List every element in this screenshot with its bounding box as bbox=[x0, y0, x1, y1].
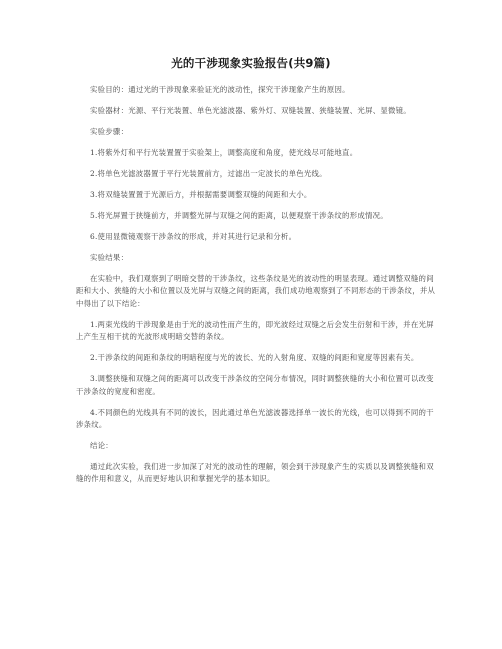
paragraph-equipment: 实验器材：光源、平行光装置、单色光滤波器、紫外灯、双缝装置、狭缝装置、光屏、显微镜。 bbox=[90, 106, 411, 115]
paragraph-conclusion: 通过此次实验，我们进一步加深了对光的波动性的理解，领会到干涉现象产生的实质以及调整狭缝和双缝的作用和意义，从而更好地认识和掌握光学的基本知识。 bbox=[76, 462, 434, 484]
result-1: 1.两束光线的干涉现象是由于光的波动性而产生的，即光波经过双缝之后会发生衍射和干涉，并在光屏上产生互相干扰的光波形成明暗交替的条纹。 bbox=[76, 319, 434, 342]
step-6: 6.使用显微镜观察干涉条纹的形成，并对其进行记录和分析。 bbox=[90, 232, 297, 241]
paragraph-purpose: 实验目的：通过光的干涉现象来验证光的波动性，探究干涉现象产生的原因。 bbox=[90, 85, 350, 94]
heading-steps: 实验步骤： bbox=[90, 127, 129, 136]
step-2: 2.将单色光滤波器置于平行光装置前方，过滤出一定波长的单色光线。 bbox=[90, 169, 327, 178]
step-3: 3.将双缝装置置于光源后方，并根据需要调整双缝的间距和大小。 bbox=[90, 190, 312, 199]
heading-conclusion: 结论： bbox=[90, 441, 113, 451]
paragraph-results: 在实验中，我们观察到了明暗交替的干涉条纹，这些条纹是光的波动性的明显表现。通过调整双缝的间距和大小、狭缝的大小和位置以及光屏与双缝之间的距离，我们成功地观察到了不同形态的干涉条纹，并从中得出了以下结论： bbox=[76, 274, 436, 308]
result-3: 3.调整狭缝和双缝之间的距离可以改变干涉条纹的空间分布情况，同时调整狭缝的大小和位置可以改变干涉条纹的宽度和密度。 bbox=[76, 374, 434, 396]
step-1: 1.将紫外灯和平行光装置置于实验架上，调整高度和角度，使光线尽可能地直。 bbox=[90, 148, 358, 157]
document-title: 光的干涉现象实验报告(共9篇) bbox=[171, 56, 331, 70]
heading-results: 实验结果： bbox=[90, 253, 129, 262]
document-body bbox=[76, 84, 438, 494]
result-4: 4.不同颜色的光线具有不同的波长，因此通过单色光滤波器选择单一波长的光线，也可以得到不同的干涉条纹。 bbox=[76, 407, 434, 430]
step-5: 5.将光屏置于狭缝前方，并调整光屏与双缝之间的距离，以便观察干涉条纹的形成情况。 bbox=[90, 211, 388, 220]
result-2: 2.干涉条纹的间距和条纹的明暗程度与光的波长、光的入射角度、双缝的间距和宽度等因素有关。 bbox=[90, 353, 419, 363]
